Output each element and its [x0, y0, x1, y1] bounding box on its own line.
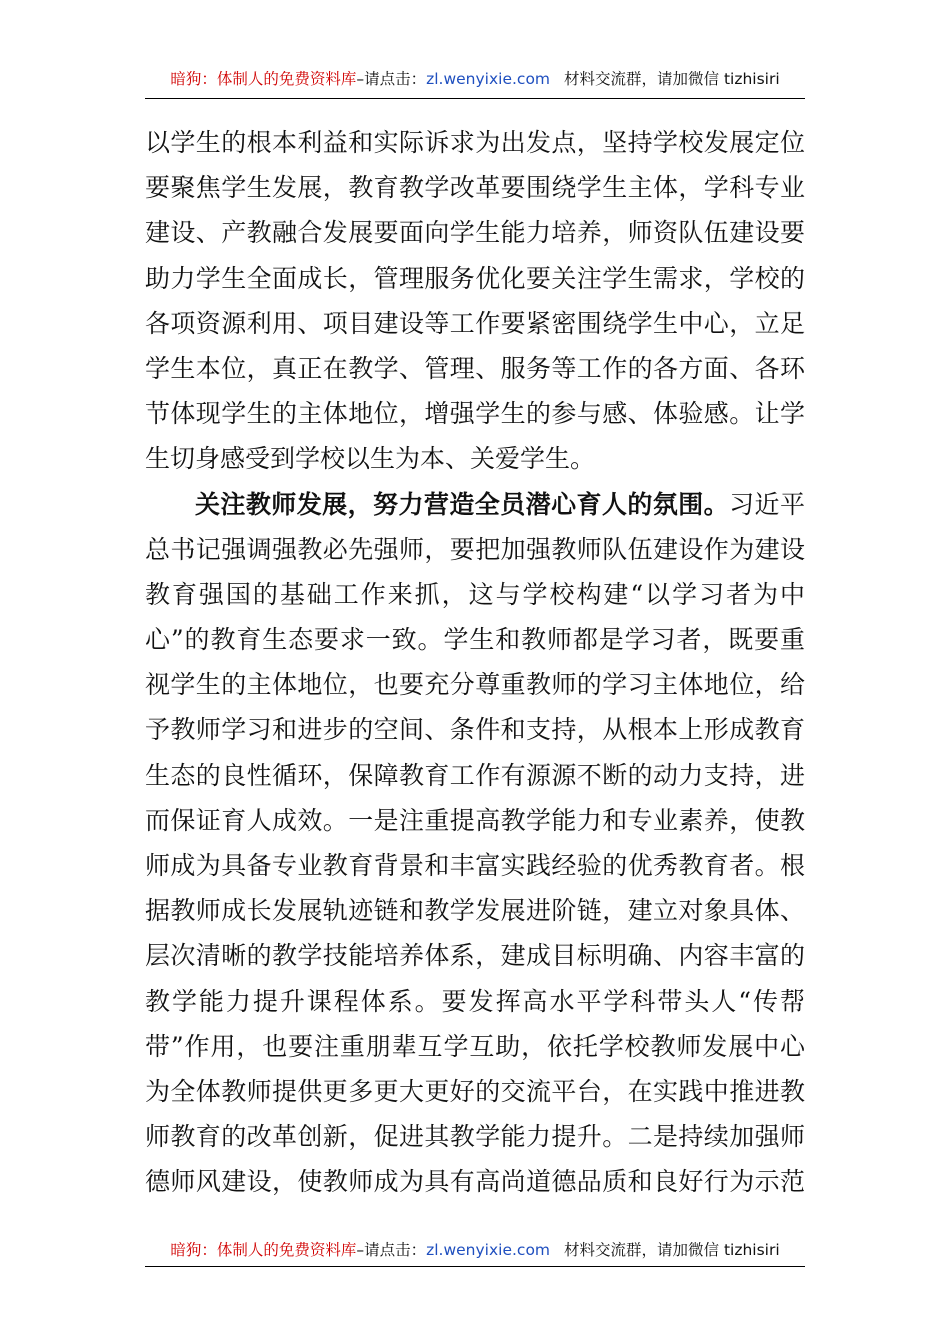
- paragraph-students: [145, 120, 805, 482]
- footer-url-link[interactable]: zl.wenyixie.com: [426, 1241, 551, 1259]
- text-line: 各项资源利用、项目建设等工作要紧密围绕学生中心，立足: [145, 308, 805, 338]
- header-spacer: [550, 69, 564, 89]
- text-line: 助力学生全面成长，管理服务优化要关注学生需求，学校的: [145, 263, 805, 293]
- header-rule: [145, 98, 805, 99]
- text-fragment: 习近平: [729, 489, 805, 519]
- text-line: 师成为具备专业教育背景和丰富实践经验的优秀教育者。根: [145, 851, 805, 880]
- text-line: 教学能力提升课程体系。要发挥高水平学科带头人“传帮: [145, 986, 805, 1016]
- header-group-note: 材料交流群，请加微信 tizhisiri: [564, 70, 780, 88]
- text-line: 为全体教师提供更多更大更好的交流平台，在实践中推进教: [145, 1076, 805, 1106]
- header-url-link[interactable]: zl.wenyixie.com: [426, 70, 551, 88]
- text-line: 而保证育人成效。一是注重提高教学能力和专业素养，使教: [145, 805, 805, 835]
- text-line: 节体现学生的主体地位，增强学生的参与感、体验感。让学: [145, 399, 805, 429]
- text-line: [145, 482, 805, 527]
- text-line: 总书记强调强教必先强师，要把加强教师队伍建设作为建设: [145, 534, 805, 564]
- text-line: 生切身感受到学校以生为本、关爱学生。: [145, 444, 596, 474]
- text-line: 教育强国的基础工作来抓，这与学校构建“以学习者为中: [145, 579, 805, 609]
- section-heading: 关注教师发展，努力营造全员潜心育人的氛围。: [195, 489, 730, 519]
- text-line: 视学生的主体地位，也要充分尊重教师的学习主体地位，给: [145, 670, 805, 700]
- text-line: 据教师成长发展轨迹链和教学发展进阶链，建立对象具体、: [145, 896, 805, 926]
- page-header: [145, 69, 805, 89]
- text-line: 予教师学习和进步的空间、条件和支持，从根本上形成教育: [145, 715, 805, 745]
- text-line: 建设、产教融合发展要面向学生能力培养，师资队伍建设要: [145, 218, 805, 248]
- text-line: 层次清晰的教学技能培养体系，建成目标明确、内容丰富的: [145, 941, 805, 971]
- page-footer: [145, 1240, 805, 1260]
- footer-prompt: –请点击：: [356, 1241, 427, 1259]
- document-body: [145, 120, 805, 1205]
- text-line: 心”的教育生态要求一致。学生和教师都是学习者，既要重: [145, 625, 805, 655]
- footer-brand: 暗狗：体制人的免费资料库: [170, 1241, 357, 1259]
- footer-rule: [145, 1266, 805, 1267]
- footer-spacer: [550, 1240, 564, 1260]
- footer-group-note: 材料交流群，请加微信 tizhisiri: [564, 1241, 780, 1259]
- paragraph-teachers: [145, 482, 805, 1205]
- text-line: 学生本位，真正在教学、管理、服务等工作的各方面、各环: [145, 353, 805, 383]
- text-line: 师教育的改革创新，促进其教学能力提升。二是持续加强师: [145, 1122, 805, 1152]
- header-brand: 暗狗：体制人的免费资料库: [170, 70, 357, 88]
- text-line: 带”作用，也要注重朋辈互学互助，依托学校教师发展中心: [145, 1031, 805, 1061]
- text-line: 以学生的根本利益和实际诉求为出发点，坚持学校发展定位: [145, 128, 805, 157]
- text-line: 生态的良性循环，保障教育工作有源源不断的动力支持，进: [145, 760, 805, 790]
- text-line: 要聚焦学生发展，教育教学改革要围绕学生主体，学科专业: [145, 173, 805, 203]
- header-prompt: –请点击：: [356, 70, 427, 88]
- text-line: 德师风建设，使教师成为具有高尚道德品质和良好行为示范: [145, 1167, 805, 1197]
